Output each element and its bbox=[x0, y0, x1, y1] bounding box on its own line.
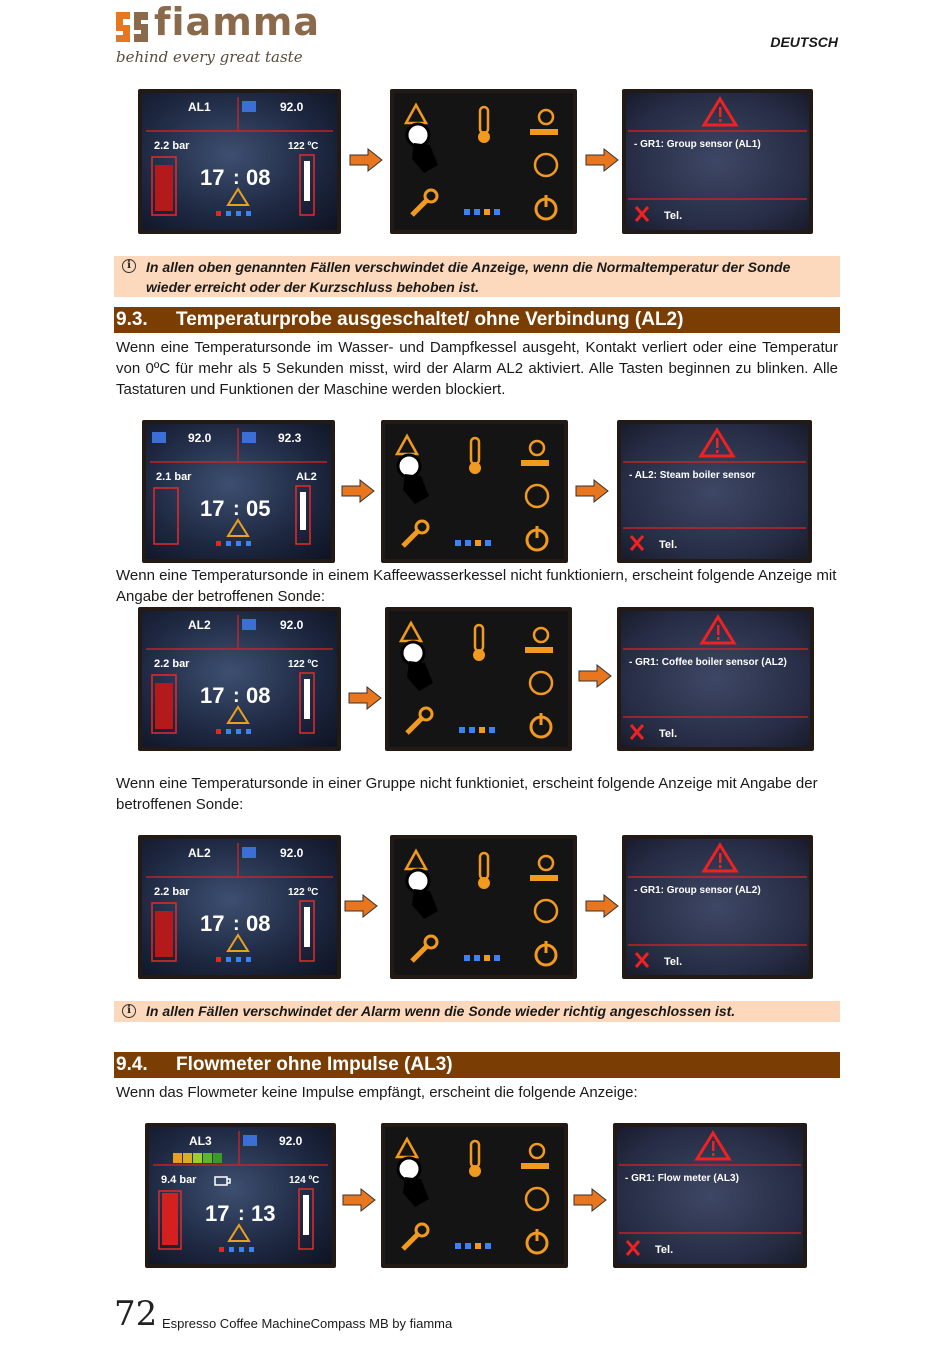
clock-minute: 08 bbox=[246, 683, 271, 708]
arrow-right-icon bbox=[341, 479, 375, 503]
coffee-boiler-text: Wenn eine Temperatursonde in einem Kaffeewasserkessel nicht funktioniern, erscheint folgende Anzeige mit Angabe der betroffenen Sonde: bbox=[116, 567, 837, 605]
clock-minute: 13 bbox=[251, 1201, 276, 1226]
pressure-readout: 2.2 bar bbox=[154, 886, 190, 898]
menu-screen bbox=[385, 607, 572, 751]
cancel-icon bbox=[631, 536, 643, 550]
boiler-temp: 122 ºC bbox=[288, 659, 319, 670]
flow-level-bar bbox=[173, 1153, 182, 1163]
temperature-icon bbox=[475, 625, 483, 651]
info-note-text: In allen oben genannten Fällen verschwindet die Anzeige, wenn die Normaltemperatur der Sonde wieder erreicht oder der Kurzschluss behoben ist. bbox=[146, 259, 791, 295]
alarm-menu-icon bbox=[406, 851, 426, 869]
pressure-readout: 9.4 bar bbox=[161, 1174, 197, 1186]
info-note-text: In allen Fällen verschwindet der Alarm wenn die Sonde wieder richtig angeschlossen ist. bbox=[146, 1003, 736, 1019]
alarm-screen bbox=[617, 420, 812, 563]
svg-text::: : bbox=[233, 498, 240, 520]
power-group-icon bbox=[530, 441, 544, 455]
svg-text::: : bbox=[233, 685, 240, 707]
arrow-right-icon bbox=[578, 664, 612, 688]
warning-icon bbox=[228, 189, 248, 205]
page-indicator-icon bbox=[455, 1243, 461, 1249]
timer-icon bbox=[530, 672, 552, 694]
menu-screen bbox=[381, 420, 568, 563]
arrow-right-icon bbox=[575, 479, 609, 503]
info-icon: i bbox=[122, 259, 136, 273]
alarm-code: AL2 bbox=[188, 618, 211, 632]
svg-text::: : bbox=[233, 913, 240, 935]
heater-icon bbox=[242, 432, 256, 443]
alarm-message: - GR1: Flow meter (AL3) bbox=[625, 1173, 739, 1184]
footer-title: Espresso Coffee MachineCompass MB by fiamma bbox=[162, 1316, 453, 1331]
tel-label: Tel. bbox=[664, 956, 683, 968]
warning-icon bbox=[229, 1225, 249, 1241]
svg-text::: : bbox=[233, 167, 240, 189]
top-right-temp: 92.3 bbox=[278, 431, 302, 445]
arrow-right-icon bbox=[585, 894, 619, 918]
page-indicator-icon bbox=[459, 727, 465, 733]
display-screen bbox=[138, 607, 341, 751]
page-indicator-icon bbox=[464, 209, 470, 215]
menu-screen bbox=[381, 1123, 568, 1268]
top-right-temp: 92.0 bbox=[280, 846, 304, 860]
section-paragraph: Wenn das Flowmeter keine Impulse empfängt, erscheint die folgende Anzeige: bbox=[116, 1084, 638, 1101]
arrow-right-icon bbox=[348, 686, 382, 710]
warning-icon bbox=[228, 935, 248, 951]
clock-minute: 08 bbox=[246, 911, 271, 936]
power-group-icon bbox=[539, 110, 553, 124]
info-icon: i bbox=[122, 1004, 136, 1018]
boiler-temp: 124 ºC bbox=[289, 1175, 320, 1186]
cancel-icon bbox=[631, 725, 643, 739]
clock-hour: 17 bbox=[200, 496, 225, 521]
top-left-temp: 92.0 bbox=[188, 431, 212, 445]
wrench-icon bbox=[412, 945, 428, 961]
temperature-icon bbox=[480, 853, 488, 879]
heater-icon bbox=[242, 101, 256, 112]
top-right-temp: 92.0 bbox=[279, 1134, 303, 1148]
alarm-message: - GR1: Group sensor (AL2) bbox=[634, 885, 761, 896]
tel-label: Tel. bbox=[659, 539, 678, 551]
timer-icon bbox=[535, 154, 557, 176]
arrow-right-icon bbox=[349, 148, 383, 172]
pressure-readout: 2.1 bar bbox=[156, 471, 192, 483]
page-indicator-icon bbox=[464, 955, 470, 961]
fiamma-logo bbox=[114, 0, 321, 74]
info-note bbox=[114, 1001, 840, 1022]
brand-name: fiamma bbox=[154, 0, 321, 44]
alarm-message: - GR1: Coffee boiler sensor (AL2) bbox=[629, 657, 787, 668]
wrench-icon bbox=[403, 1233, 419, 1249]
fiamma-logo-mark-icon bbox=[114, 10, 150, 44]
power-group-icon bbox=[539, 856, 553, 870]
alarm-code: AL3 bbox=[189, 1134, 212, 1148]
arrow-right-icon bbox=[342, 1188, 376, 1212]
temperature-icon bbox=[480, 107, 488, 133]
boiler-temp: 122 ºC bbox=[288, 887, 319, 898]
section-title: Flowmeter ohne Impulse (AL3) bbox=[176, 1054, 453, 1075]
wrench-icon bbox=[412, 199, 428, 215]
section-heading bbox=[114, 1052, 840, 1078]
pressure-gauge-icon bbox=[154, 488, 178, 544]
top-right-temp: 92.0 bbox=[280, 618, 304, 632]
power-group-icon bbox=[534, 628, 548, 642]
timer-icon bbox=[535, 900, 557, 922]
alarm-menu-icon bbox=[406, 105, 426, 123]
timer-icon bbox=[526, 1188, 548, 1210]
tel-label: Tel. bbox=[664, 210, 683, 222]
menu-screen bbox=[390, 89, 577, 234]
alarm-screen bbox=[622, 89, 813, 234]
coffee-cup-icon bbox=[215, 1177, 230, 1185]
alarm-screen bbox=[622, 835, 813, 979]
temperature-icon bbox=[471, 438, 479, 464]
section-number: 9.4. bbox=[116, 1054, 148, 1075]
tel-label: Tel. bbox=[659, 728, 678, 740]
wrench-icon bbox=[403, 530, 419, 546]
pressure-readout: 2.2 bar bbox=[154, 658, 190, 670]
brand-tagline: behind every great taste bbox=[116, 48, 303, 66]
clock-minute: 05 bbox=[246, 496, 271, 521]
warning-icon bbox=[228, 520, 248, 536]
alarm-code: AL2 bbox=[296, 471, 317, 483]
clock-hour: 17 bbox=[200, 683, 225, 708]
heater-icon bbox=[243, 1135, 257, 1146]
touch-finger-icon bbox=[407, 124, 429, 146]
heater-icon bbox=[242, 619, 256, 630]
cancel-icon bbox=[636, 207, 648, 221]
arrow-right-icon bbox=[573, 1188, 607, 1212]
touch-finger-icon bbox=[402, 642, 424, 664]
section-number: 9.3. bbox=[116, 309, 148, 330]
alarm-message: - AL2: Steam boiler sensor bbox=[629, 470, 756, 481]
alarm-screen bbox=[613, 1123, 807, 1268]
page-indicator-icon bbox=[455, 540, 461, 546]
boiler-temp: 122 ºC bbox=[288, 141, 319, 152]
touch-finger-icon bbox=[398, 1158, 420, 1180]
clock-hour: 17 bbox=[200, 165, 225, 190]
clock-hour: 17 bbox=[205, 1201, 230, 1226]
heater-icon bbox=[242, 847, 256, 858]
alarm-screen bbox=[617, 607, 814, 751]
alarm-menu-icon bbox=[397, 1139, 417, 1157]
display-screen bbox=[138, 89, 341, 234]
pressure-readout: 2.2 bar bbox=[154, 140, 190, 152]
cancel-icon bbox=[627, 1241, 639, 1255]
clock-minute: 08 bbox=[246, 165, 271, 190]
language-label: DEUTSCH bbox=[770, 34, 838, 50]
heater-icon bbox=[152, 432, 166, 443]
alarm-code: AL2 bbox=[188, 846, 211, 860]
section-title: Temperaturprobe ausgeschaltet/ ohne Verbindung (AL2) bbox=[176, 309, 684, 330]
warning-icon bbox=[228, 707, 248, 723]
display-screen bbox=[145, 1123, 336, 1268]
touch-finger-icon bbox=[407, 870, 429, 892]
alarm-menu-icon bbox=[397, 436, 417, 454]
wrench-icon bbox=[407, 717, 423, 733]
display-screen bbox=[138, 835, 341, 979]
svg-text::: : bbox=[238, 1203, 245, 1225]
alarm-message: - GR1: Group sensor (AL1) bbox=[634, 139, 761, 150]
alarm-menu-icon bbox=[401, 623, 421, 641]
arrow-right-icon bbox=[344, 894, 378, 918]
power-group-icon bbox=[530, 1144, 544, 1158]
temperature-icon bbox=[471, 1141, 479, 1167]
menu-screen bbox=[390, 835, 577, 979]
info-note bbox=[114, 256, 840, 297]
arrow-right-icon bbox=[585, 148, 619, 172]
touch-finger-icon bbox=[398, 455, 420, 477]
cancel-icon bbox=[636, 953, 648, 967]
clock-hour: 17 bbox=[200, 911, 225, 936]
section-paragraph: Wenn eine Temperatursonde im Wasser- und Dampfkessel ausgeht, Kontakt verliert oder eine Temperatur von 0ºC für mehr als 5 Sekunden misst, wird der Alarm AL2 aktiviert. Alle Tasten beginnen zu blinken. Alle Tastaturen und Funktionen der Maschine werden blockiert. bbox=[116, 339, 838, 398]
display-screen bbox=[142, 420, 335, 563]
page-number: 72 bbox=[114, 1294, 158, 1334]
tel-label: Tel. bbox=[655, 1244, 674, 1256]
section-heading bbox=[114, 307, 840, 333]
group-sensor-text: Wenn eine Temperatursonde in einer Gruppe nicht funktioniet, erscheint folgende Anzeige mit Angabe der betroffenen Sonde: bbox=[116, 775, 818, 813]
top-right-temp: 92.0 bbox=[280, 100, 304, 114]
timer-icon bbox=[526, 485, 548, 507]
alarm-code: AL1 bbox=[188, 100, 211, 114]
